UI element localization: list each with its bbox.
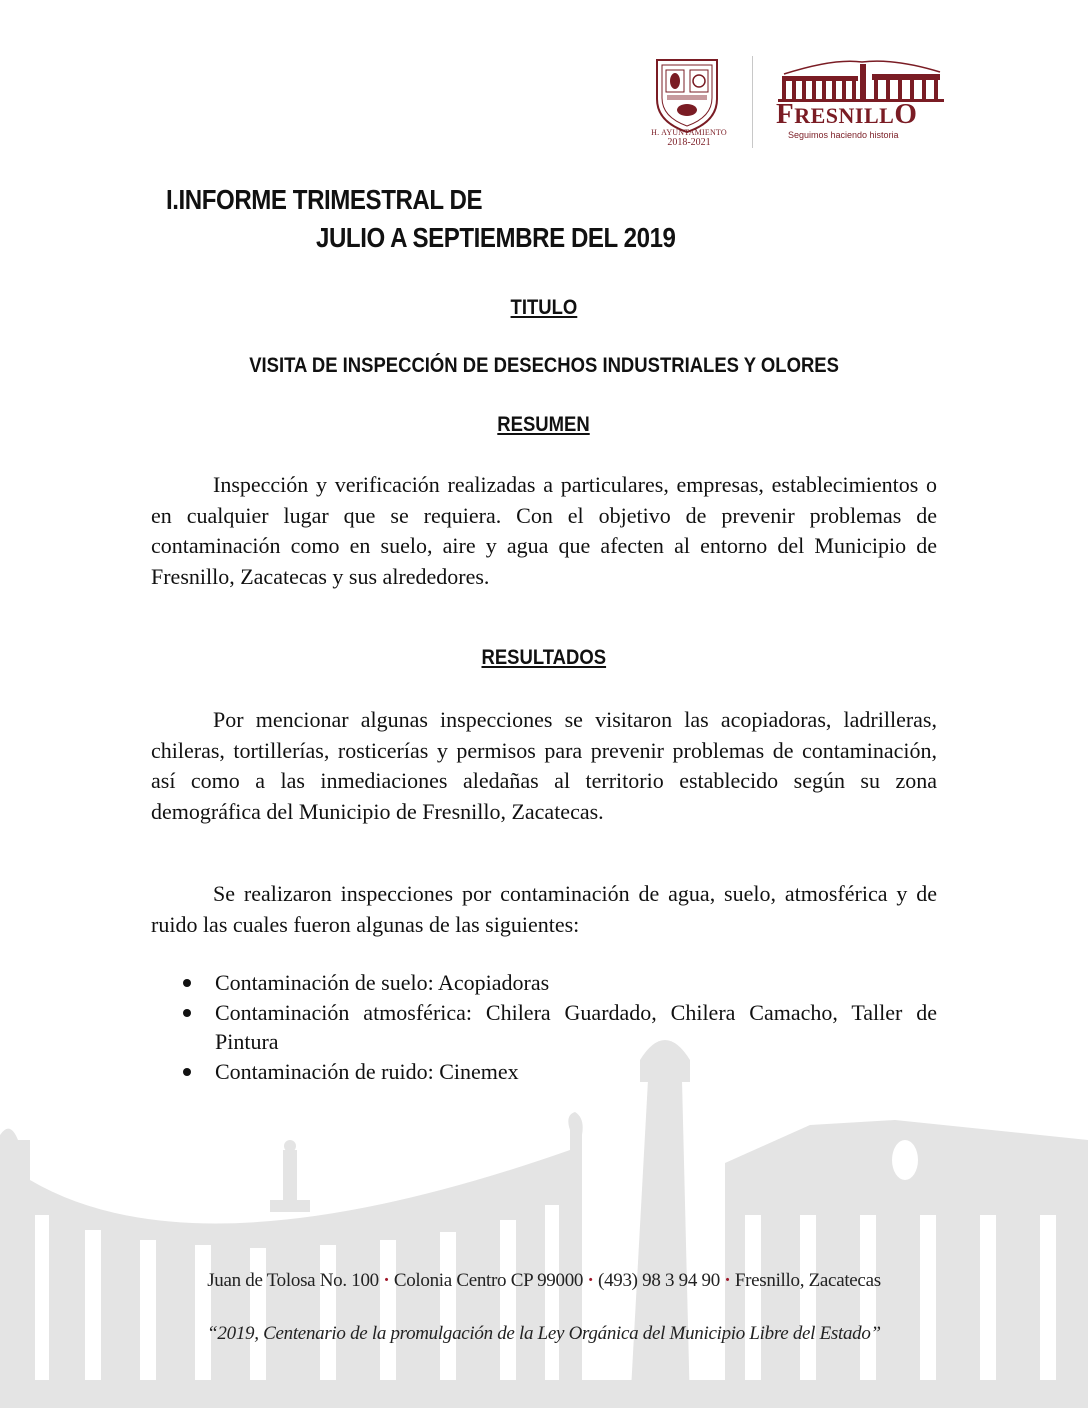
section-heading-titulo: TITULO xyxy=(510,296,578,319)
list-item: Contaminación de suelo: Acopiadoras xyxy=(151,968,937,998)
resumen-paragraph: Inspección y verificación realizadas a particulares, empresas, establecimientos o en cualquier lugar que se requiera. Con el objetivo de prevenir problemas de contaminación como en suelo, aire y agua que afecten al entorno del Municipio de Fresnillo, Zacatecas y sus alrededores. xyxy=(151,472,937,589)
resultados-paragraph-1: Por mencionar algunas inspecciones se visitaron las acopiadoras, ladrilleras, chileras, tortillerías, rosticerías y permisos para prevenir problemas de contaminación, así como a las inmediaciones aledañas al territorio establecido según su zona demográfica del Municipio de Fresnillo, Zacatecas. xyxy=(151,707,937,824)
logo-divider xyxy=(752,56,753,148)
wordmark-middle: RESNILL xyxy=(794,103,895,128)
fresnillo-slogan: Seguimos haciendo historia xyxy=(788,130,899,140)
section-heading-resumen: RESUMEN xyxy=(497,413,591,436)
bullet-icon xyxy=(183,979,191,987)
header-logos xyxy=(648,52,958,152)
footer-motto: “2019, Centenario de la promulgación de la Ley Orgánica del Municipio Libre del Estado” xyxy=(207,1323,881,1344)
bullet-icon xyxy=(183,1009,191,1017)
list-item: Contaminación atmosférica: Chilera Guardado, Chilera Camacho, Taller de Pintura xyxy=(151,998,937,1057)
ayuntamiento-shield-icon xyxy=(652,54,722,134)
list-item: Contaminación de ruido: Cinemex xyxy=(151,1057,937,1087)
footer-address: Juan de Tolosa No. 100 · Colonia Centro CP 99000 · (493) 98 3 94 90 · Fresnillo, Zacatecas xyxy=(207,1270,881,1291)
ayuntamiento-label: H. AYUNTAMIENTO xyxy=(651,128,727,137)
document-title-line2: JULIO A SEPTIEMBRE DEL 2019 xyxy=(316,222,676,253)
wordmark-f: F xyxy=(776,98,795,130)
fresnillo-wordmark xyxy=(776,99,917,131)
document-title-line1: I.INFORME TRIMESTRAL DE xyxy=(166,184,483,215)
resultados-paragraph-2: Se realizaron inspecciones por contaminación de agua, suelo, atmosférica y de ruido las cuales fueron algunas de las siguientes: xyxy=(151,881,937,937)
separator-dot: · xyxy=(383,1270,390,1291)
inspection-list xyxy=(151,968,937,1086)
wordmark-o: O xyxy=(894,98,918,130)
section-subheading-titulo: VISITA DE INSPECCIÓN DE DESECHOS INDUSTRIALES Y OLORES xyxy=(249,354,839,377)
section-heading-resultados: RESULTADOS xyxy=(481,646,607,669)
separator-dot: · xyxy=(724,1270,731,1291)
ayuntamiento-years: 2018-2021 xyxy=(667,137,711,148)
bullet-icon xyxy=(183,1068,191,1076)
fresnillo-skyline-logo-icon xyxy=(774,56,950,102)
separator-dot: · xyxy=(587,1270,594,1291)
